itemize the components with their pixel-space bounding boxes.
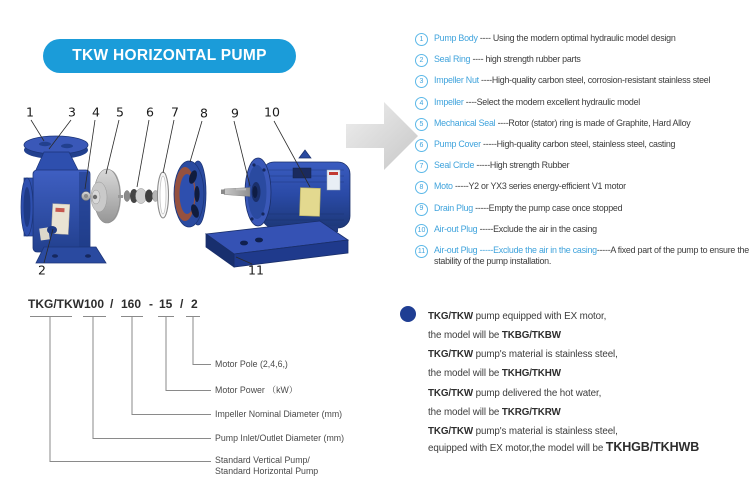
impeller-drawing — [91, 169, 121, 223]
callout-number-1: 1 — [26, 104, 34, 120]
page-title: TKW HORIZONTAL PUMP — [72, 47, 267, 64]
seal-circle-drawing — [158, 172, 169, 218]
part-number-badge: 9 — [415, 203, 428, 216]
callout-number-2: 2 — [38, 262, 46, 278]
model-variant-notes — [428, 311, 752, 462]
pump-cover-drawing — [174, 161, 206, 227]
model-code-dash: - — [149, 297, 153, 311]
part-item-5 — [415, 118, 756, 131]
callout-number-9: 9 — [231, 105, 239, 121]
model-code-lines — [30, 317, 211, 462]
part-item-11 — [415, 245, 756, 268]
part-desc: ---- high strength rubber parts — [470, 54, 581, 65]
note-line: TKG/TKW pump's material is stainless steel, — [428, 349, 618, 361]
part-name: Moto — [434, 181, 453, 192]
part-name: Air-out Plug — [434, 223, 478, 234]
part-item-4 — [415, 97, 756, 110]
impeller-nut-drawing — [82, 192, 91, 201]
note-line: the model will be TKBG/TKBW — [428, 330, 561, 342]
part-number-badge: 8 — [415, 181, 428, 194]
part-number-badge: 2 — [415, 54, 428, 67]
model-code-series: TKG/TKW — [28, 297, 84, 311]
label-pump-type-line1: Standard Vertical Pump/ — [215, 455, 310, 465]
callout-number-4: 4 — [92, 104, 100, 120]
model-code-slash1: / — [110, 297, 114, 311]
part-desc: ----High-quality carbon steel, corrosion-resistant stainless steel — [478, 75, 711, 86]
part-name: Pump Body — [434, 33, 478, 43]
note-line: the model will be TKHG/TKHW — [428, 368, 561, 380]
part-name: Impeller — [434, 96, 464, 107]
part-item-10 — [415, 224, 756, 237]
part-number-badge: 5 — [415, 118, 428, 131]
part-number-badge: 3 — [415, 75, 428, 88]
model-code-pole: 2 — [191, 297, 198, 311]
part-name: Seal Circle — [434, 160, 475, 171]
callout-number-7: 7 — [171, 104, 179, 120]
motor-drawing — [221, 150, 350, 232]
part-name: Drain Plug — [434, 202, 473, 213]
part-number-badge: 4 — [415, 97, 428, 110]
model-code-impeller: 160 — [121, 297, 142, 311]
part-name: Impeller Nut — [434, 75, 479, 86]
callout-number-3: 3 — [68, 104, 76, 120]
part-desc: -----A fixed part of the pump to ensure the stability of the pump installation. — [434, 244, 749, 267]
part-desc: -----Empty the pump case once stopped — [472, 202, 623, 213]
label-impeller-diameter: Impeller Nominal Diameter (mm) — [215, 409, 343, 419]
part-desc: -----Y2 or YX3 series energy-efficient V1 motor — [452, 181, 626, 192]
callout-number-5: 5 — [116, 104, 124, 120]
callout-number-10: 10 — [264, 104, 280, 120]
label-pump-type — [215, 455, 318, 476]
parts-list — [415, 33, 756, 276]
callout-number-8: 8 — [200, 105, 208, 121]
part-number-badge: 11 — [415, 245, 428, 258]
model-code-power: 15 — [159, 297, 173, 311]
note-line: TKG/TKW pump delivered the hot water, — [428, 387, 602, 399]
note-line: equipped with EX motor,the model will be TKHGB/TKHWB — [428, 439, 700, 454]
part-item-3 — [415, 75, 756, 88]
part-desc: ----Rotor (stator) ring is made of Graphite, Hard Alloy — [495, 117, 691, 128]
part-item-8 — [415, 181, 756, 194]
note-line: the model will be TKRG/TKRW — [428, 406, 561, 418]
label-pump-type-line2: Standard Horizontal Pump — [215, 465, 319, 476]
note-line: TKG/TKW pump equipped with EX motor, — [428, 311, 607, 322]
part-number-badge: 7 — [415, 160, 428, 173]
part-name: Mechanical Seal — [434, 117, 496, 128]
label-inlet-outlet: Pump Inlet/Outlet Diameter (mm) — [215, 433, 345, 443]
arrow-right-icon — [346, 102, 418, 170]
part-desc: -----High-quality carbon steel, stainless steel, casting — [480, 138, 676, 149]
mechanical-seal-drawing — [118, 189, 159, 204]
part-name: Pump Cover — [434, 138, 481, 149]
note-line: TKG/TKW pump's material is stainless steel, — [428, 425, 618, 437]
label-motor-pole: Motor Pole (2,4,6,) — [215, 359, 288, 369]
part-item-7 — [415, 160, 756, 173]
model-code-inlet: 100 — [84, 297, 105, 311]
part-item-9 — [415, 203, 756, 216]
model-code-slash2: / — [180, 297, 184, 311]
part-desc: -----High strength Rubber — [474, 160, 570, 171]
part-item-1 — [415, 33, 756, 46]
part-number-badge: 10 — [415, 224, 428, 237]
part-desc: ---- Using the modern optimal hydraulic model design — [477, 33, 676, 43]
callout-number-6: 6 — [146, 104, 154, 120]
part-name: Air-out Plug -----Exclude the air in the casing — [434, 244, 597, 255]
part-number-badge: 1 — [415, 33, 428, 46]
part-number-badge: 6 — [415, 139, 428, 152]
part-desc: -----Exclude the air in the casing — [477, 223, 597, 234]
notes-bullet-icon — [400, 306, 416, 322]
label-motor-power: Motor Power （kW） — [215, 385, 298, 395]
part-name: Seal Ring — [434, 54, 471, 65]
part-item-2 — [415, 54, 756, 67]
callout-number-11: 11 — [248, 262, 264, 278]
base-plate-drawing — [206, 221, 348, 267]
part-item-6 — [415, 139, 756, 152]
part-desc: ----Select the modern excellent hydraulic model — [463, 96, 641, 107]
